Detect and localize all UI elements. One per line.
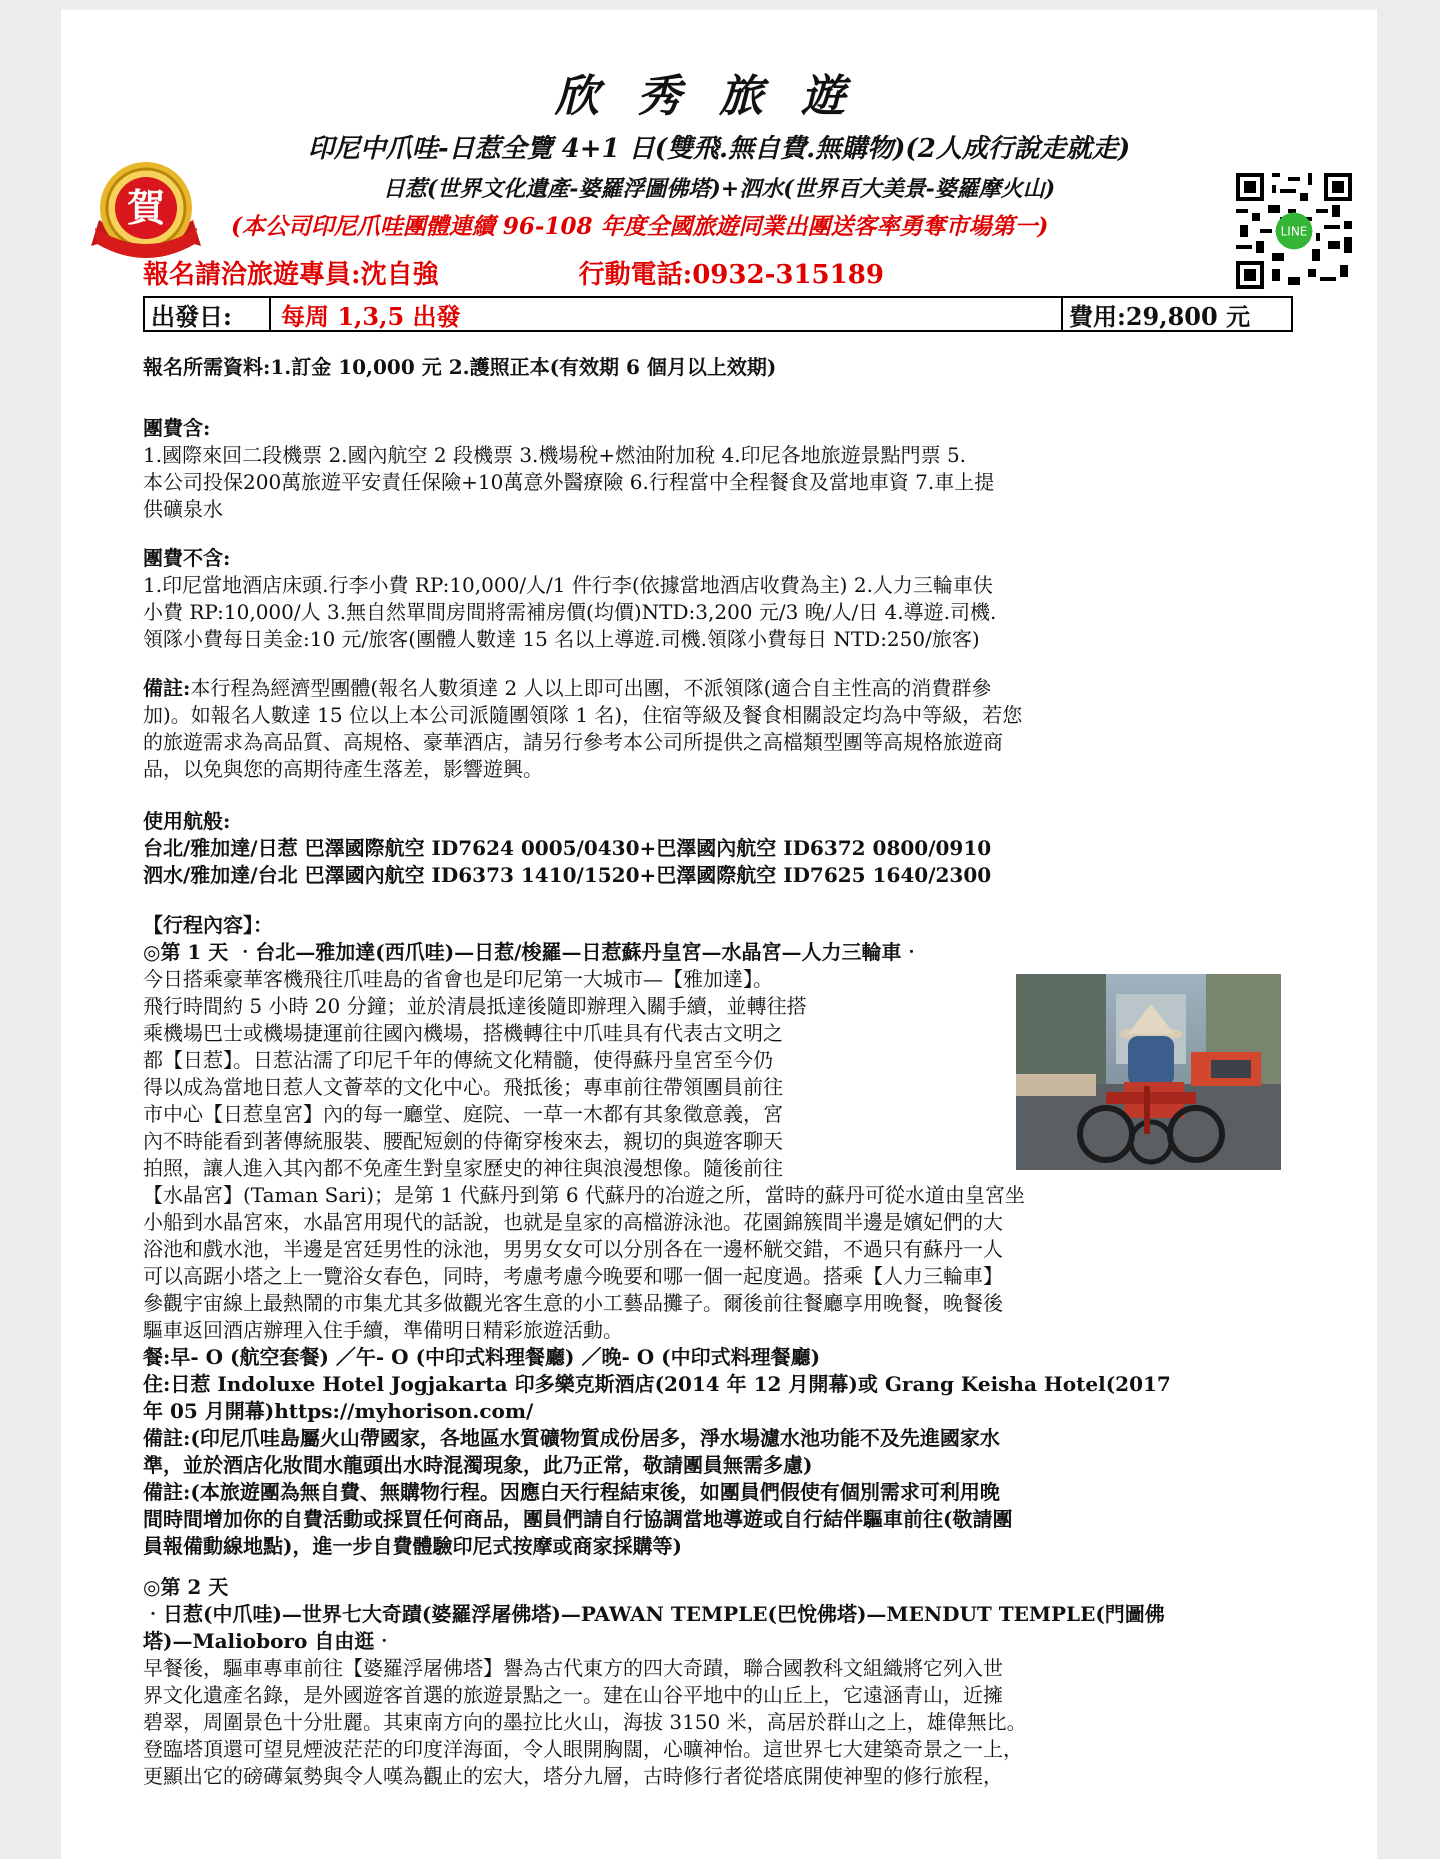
day1-note: 員報備動線地點)，進一步自費體驗印尼式按摩或商家採購等) — [143, 1534, 682, 1558]
award-medal-icon — [91, 158, 201, 268]
award-statement: (本公司印尼爪哇團體連續 96-108 年度全國旅遊同業出團送客率勇奪市場第一) — [231, 213, 1049, 240]
day2-route: ‧日惹(中爪哇)—世界七大奇蹟(婆羅浮屠佛塔)—PAWAN TEMPLE(巴悅佛塔)—MENDUT TEMPLE(門圖佛 — [143, 1602, 1165, 1626]
excludes-heading: 團費不含: — [143, 546, 231, 570]
day1-line: 參觀宇宙線上最熱鬧的市集尤其多做觀光客生意的小工藝品攤子。爾後前往餐廳享用晚餐，晚餐後 — [143, 1291, 1003, 1315]
contact-line — [143, 254, 884, 291]
includes-section — [143, 415, 1293, 523]
phone-number[interactable]: 行動電話:0932-315189 — [578, 260, 884, 290]
itinerary-heading: 【行程內容】： — [143, 913, 273, 937]
day1-line: 都【日惹】。日惹沾濡了印尼千年的傳統文化精髓，使得蘇丹皇宮至今仍 — [143, 1048, 773, 1072]
day2-line: 早餐後，驅車專車前往【婆羅浮屠佛塔】譽為古代東方的四大奇蹟，聯合國教科文組織將它列入世 — [143, 1656, 1003, 1680]
flight-line: 泗水/雅加達/台北 巴澤國內航空 ID6373 1410/1520+巴澤國際航空 ID7625 1640/2300 — [143, 863, 992, 887]
day1-paragraph-wrapped — [143, 966, 1008, 1182]
day1-line: 小船到水晶宮來，水晶宮用現代的話說，也就是皇家的高檔游泳池。花園錦簇間半邊是嬪妃們的大 — [143, 1210, 1003, 1234]
day1-meals: 餐:早- O (航空套餐) ／午- O (中印式料理餐廳) ／晚- O (中印式料理餐廳) — [143, 1345, 821, 1369]
rickshaw-photo — [1016, 974, 1281, 1170]
day1-title: ◎第 1 天 ‧台北—雅加達(西爪哇)—日惹/梭羅—日惹蘇丹皇宮—水晶宮—人力三輪車‧ — [143, 940, 922, 964]
remarks-line: 本行程為經濟型團體(報名人數須達 2 人以上即可出團，不派領隊(適合自主性高的消費群參 — [190, 676, 992, 700]
tour-highlights: 日惹(世界文化遺產-婆羅浮圖佛塔)+泗水(世界百大美景-婆羅摩火山) — [382, 176, 1056, 202]
agent-name: 報名請洽旅遊專員:沈自強 — [143, 260, 439, 290]
day1-note: 準，並於酒店化妝間水龍頭出水時混濁現象，此乃正常，敬請團員無需多慮) — [143, 1453, 813, 1477]
remarks-line: 加)。如報名人數達 15 位以上本公司派隨團領隊 1 名)，住宿等級及餐食相關設定均為中等級，若您 — [143, 703, 1023, 727]
excludes-line: 小費 RP:10,000/人 3.無自然單間房間將需補房價(均價)NTD:3,200 元/3 晚/人/日 4.導遊.司機. — [143, 600, 997, 624]
excludes-section — [143, 545, 1293, 653]
day2-title: ◎第 2 天 — [143, 1575, 229, 1599]
excludes-line: 領隊小費每日美金:10 元/旅客(團體人數達 15 名以上導遊.司機.領隊小費每日 NTD:250/旅客) — [143, 627, 980, 651]
day1-hotel: 年 05 月開幕)https://myhorison.com/ — [143, 1399, 534, 1423]
includes-heading: 團費含: — [143, 416, 211, 440]
remarks-line: 的旅遊需求為高品質、高規格、豪華酒店，請另行參考本公司所提供之高檔類型團等高規格旅遊商 — [143, 730, 1003, 754]
flight-line: 台北/雅加達/日惹 巴澤國際航空 ID7624 0005/0430+巴澤國內航空 ID6372 0800/0910 — [143, 836, 992, 860]
flights-heading: 使用航般: — [143, 809, 231, 833]
day1-note: 備註:(本旅遊團為無自費、無購物行程。因應白天行程結束後，如團員們假使有個別需求可利用晚 — [143, 1480, 1000, 1504]
departure-bar — [143, 296, 1293, 332]
qr-line-label: LINE — [1280, 224, 1308, 239]
day2-line: 更顯出它的磅礡氣勢與令人嘆為觀止的宏大，塔分九層，古時修行者從塔底開使神聖的修行旅程， — [143, 1764, 1003, 1788]
day2-route: 塔)—Malioboro 自由逛‧ — [143, 1629, 395, 1653]
day1-line: 可以高踞小塔之上一覽浴女春色，同時，考慮考慮今晚要和哪一個一起度過。搭乘【人力三輪車】 — [143, 1264, 1003, 1288]
day1-note: 備註:(印尼爪哇島屬火山帶國家，各地區水質礦物質成份居多，淨水場濾水池功能不及先進國家水 — [143, 1426, 1000, 1450]
excludes-line: 1.印尼當地酒店床頭.行李小費 RP:10,000/人/1 件行李(依據當地酒店收費為主) 2.人力三輪車伕 — [143, 573, 993, 597]
day2-line: 界文化遺產名錄，是外國遊客首選的旅遊景點之一。建在山谷平地中的山丘上，它遠涵青山，近擁 — [143, 1683, 1003, 1707]
includes-line: 供礦泉水 — [143, 497, 223, 521]
day1-line: 拍照，讓人進入其內都不免產生對皇家歷史的神往與浪漫想像。隨後前往 — [143, 1156, 783, 1180]
tour-document — [61, 10, 1377, 1859]
day2-line: 登臨塔頂還可望見煙波茫茫的印度洋海面，令人眼開胸闊，心曠神怡。這世界七大建築奇景之一上， — [143, 1737, 1023, 1761]
day1-line: 飛行時間約 5 小時 20 分鐘；並於清晨抵達後隨即辦理入關手續，並轉往搭 — [143, 994, 807, 1018]
day1-line: 市中心【日惹皇宮】內的每一廳堂、庭院、一草一木都有其象徵意義，宮 — [143, 1102, 783, 1126]
includes-line: 本公司投保200萬旅遊平安責任保險+10萬意外醫療險 6.行程當中全程餐食及當地車資 7.車上提 — [143, 470, 995, 494]
day1-line: 今日搭乘豪華客機飛往爪哇島的省會也是印尼第一大城市—【雅加達】。 — [143, 967, 773, 991]
medal-character: 賀 — [126, 185, 166, 230]
day1-line: 內不時能看到著傳統服裝、腰配短劍的侍衛穿梭來去，親切的與遊客聊天 — [143, 1129, 783, 1153]
day1-line: 浴池和戲水池，半邊是宮廷男性的泳池，男男女女可以分別各在一邊杯觥交錯，不過只有蘇丹一人 — [143, 1237, 1003, 1261]
remarks-heading: 備註: — [143, 676, 191, 700]
remarks-line: 品，以免與您的高期待產生落差，影響遊興。 — [143, 757, 543, 781]
day1-line: 驅車返回酒店辦理入住手續，準備明日精彩旅遊活動。 — [143, 1318, 623, 1342]
departure-label: 出發日: — [145, 298, 271, 330]
tour-name: 印尼中爪哇-日惹全覽 4+1 日(雙飛.無自費.無購物)(2人成行說走就走) — [307, 134, 1131, 164]
company-title: 欣秀旅遊 — [555, 71, 883, 122]
day1-line: 得以成為當地日惹人文薈萃的文化中心。飛抵後；專車前往帶領團員前往 — [143, 1075, 783, 1099]
day2-line: 碧翠，周圍景色十分壯麗。其東南方向的墨拉比火山，海拔 3150 米，高居於群山之上，雄偉無比。 — [143, 1710, 1027, 1734]
remarks-section — [143, 675, 1293, 783]
day1-line: 乘機場巴士或機場捷運前往國內機場，搭機轉往中爪哇具有代表古文明之 — [143, 1021, 783, 1045]
departure-value: 每周 1,3,5 出發 — [271, 298, 1063, 330]
day1-hotel: 住:日惹 Indoluxe Hotel Jogjakarta 印多樂克斯酒店(2014 年 12 月開幕)或 Grang Keisha Hotel(2017 — [143, 1372, 1171, 1396]
line-qr-code[interactable] — [1236, 173, 1352, 289]
price: 費用:29,800 元 — [1069, 301, 1251, 331]
day1-line: 【水晶宮】(Taman Sari)；是第 1 代蘇丹到第 6 代蘇丹的冶遊之所，當時的蘇丹可從水道由皇宮坐 — [143, 1183, 1025, 1207]
requirements: 報名所需資料:1.訂金 10,000 元 2.護照正本(有效期 6 個月以上效期) — [143, 355, 777, 379]
flights-section — [143, 808, 1293, 889]
day1-note: 間時間增加你的自費活動或採買任何商品，團員們請自行協調當地導遊或自行結伴驅車前往(敬請團 — [143, 1507, 1013, 1531]
includes-line: 1.國際來回二段機票 2.國內航空 2 段機票 3.機場稅+燃油附加稅 4.印尼各地旅遊景點門票 5. — [143, 443, 967, 467]
